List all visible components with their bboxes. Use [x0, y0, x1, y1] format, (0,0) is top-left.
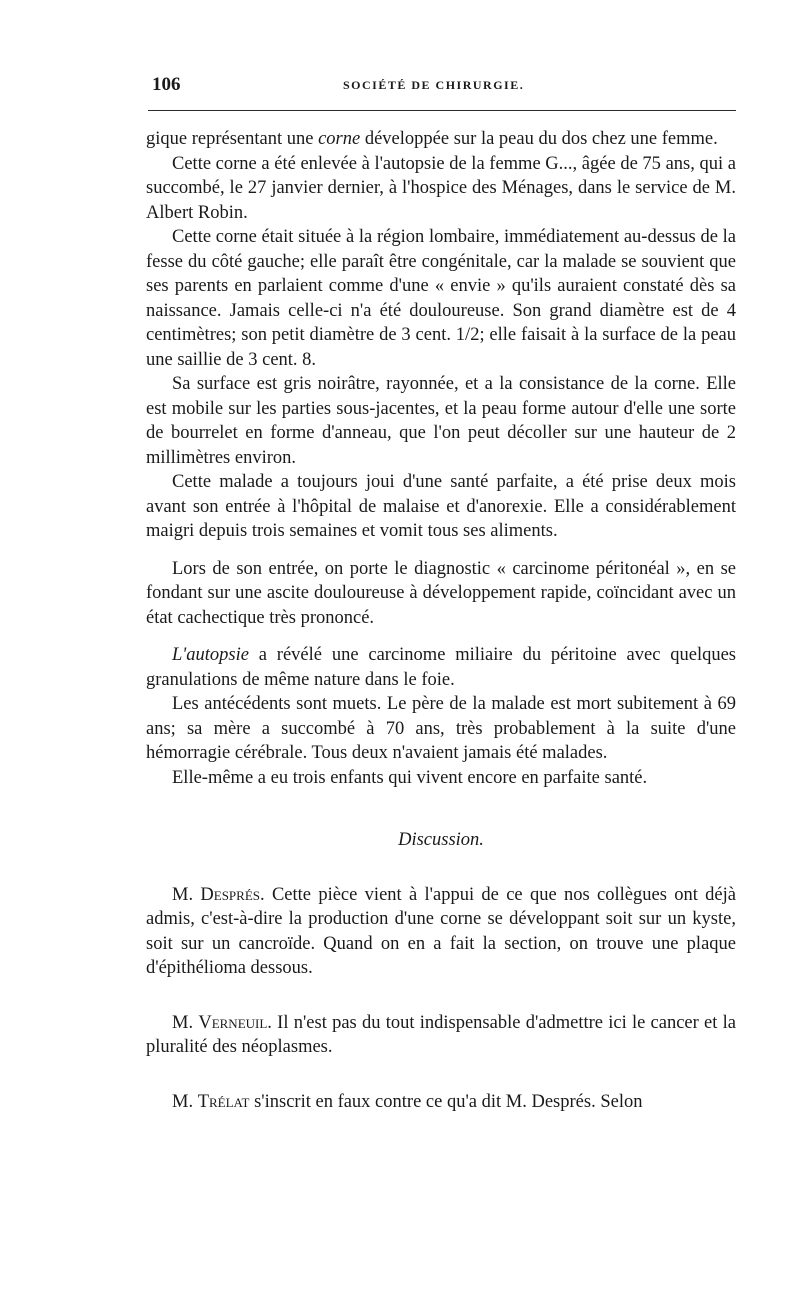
paragraph-9: Elle-même a eu trois enfants qui vivent encore en parfaite santé.: [172, 767, 648, 788]
discussion-despres: M. Després. Cette pièce vient à l'appui de ce que nos collègues ont déjà admis, c'est-à-dire la production d'une corne se développant soit sur un kyste, soit sur un cancroïde. Quand on en a fait la section, on trouve une plaque d'épithélioma dessous.: [146, 884, 736, 978]
paragraph-2: Cette corne a été enlevée à l'autopsie de la femme G..., âgée de 75 ans, qui a succombé, le 27 janvier dernier, à l'hospice des Ménages, dans le service de M. Albert Robin.: [146, 153, 736, 223]
page-number: 106: [152, 74, 181, 95]
paragraph-3: Cette corne était située à la région lombaire, immédiatement au-dessus de la fesse du côté gauche; elle paraît être congénitale, car la malade se souvient que ses parents en parlaient comme d'une « envie » qu'ils auraient constaté dès sa naissance. Jamais celle-ci n'a été douloureuse. Son grand diamètre est de 4 centimètres; son petit diamètre de 3 cent. 1/2; elle faisait à la surface de la peau une saillie de 3 cent. 8.: [146, 227, 736, 370]
speaker-name: Després: [200, 884, 261, 905]
italic-term: corne: [318, 129, 361, 149]
speaker-name: Verneuil: [198, 1012, 268, 1033]
paragraph-7: L'autopsie a révélé une carcinome miliaire du péritoine avec quelques granulations de même nature dans le foie.: [146, 645, 736, 690]
paragraph-4: Sa surface est gris noirâtre, rayonnée, et a la consistance de la corne. Elle est mobile sur les parties sous-jacentes, et la peau forme autour d'elle une sorte de bourrelet en forme d'anneau, que l'on peut décoller sur une hauteur de 2 millimètres environ.: [146, 374, 736, 468]
discussion-trelat: M. Trélat s'inscrit en faux contre ce qu'a dit M. Després. Selon: [172, 1091, 643, 1112]
paragraph-8: Les antécédents sont muets. Le père de la malade est mort subitement à 69 ans; sa mère a succombé à 70 ans, très probablement à la suite d'une hémorragie cérébrale. Tous deux n'avaient jamais été malades.: [146, 694, 736, 763]
running-head: SOCIÉTÉ DE CHIRURGIE.: [343, 78, 525, 92]
discussion-verneuil: M. Verneuil. Il n'est pas du tout indispensable d'admettre ici le cancer et la pluralité des néoplasmes.: [146, 1012, 736, 1057]
speaker-name: Trélat: [197, 1091, 250, 1112]
body-text: [146, 127, 736, 1114]
paragraph-1: gique représentant une corne développée sur la peau du dos chez une femme.: [146, 129, 718, 149]
italic-term: L'autopsie: [172, 645, 249, 665]
page-header: [148, 74, 736, 98]
header-rule: [148, 110, 736, 111]
discussion-heading: Discussion.: [398, 830, 484, 850]
paragraph-5: Cette malade a toujours joui d'une santé parfaite, a été prise deux mois avant son entrée à l'hôpital de malaise et d'anorexie. Elle a considérablement maigri depuis trois semaines et vomit tous ses aliments.: [146, 472, 736, 541]
paragraph-6: Lors de son entrée, on porte le diagnostic « carcinome péritonéal », en se fondant sur une ascite douloureuse à développement rapide, coïncidant avec un état cachectique très prononcé.: [146, 558, 736, 628]
